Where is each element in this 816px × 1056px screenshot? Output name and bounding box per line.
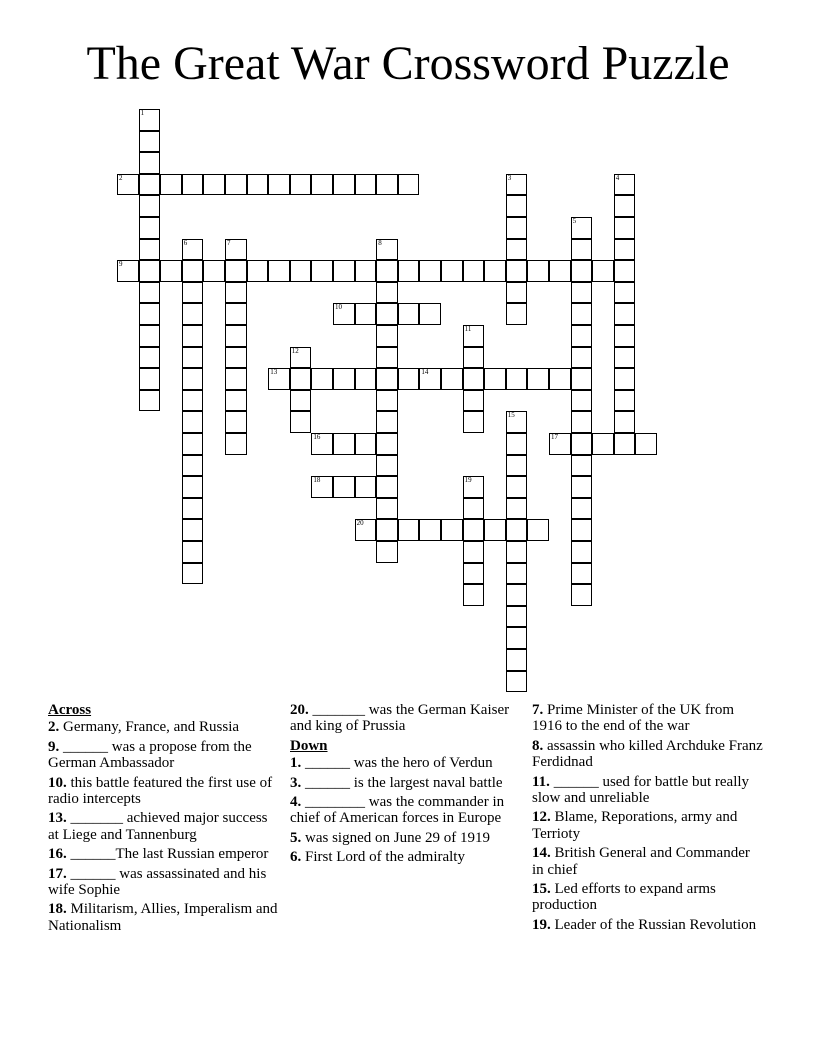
grid-cell[interactable]: [333, 433, 355, 455]
grid-cell[interactable]: [376, 282, 398, 304]
grid-cell[interactable]: [571, 541, 593, 563]
across-heading: Across: [48, 702, 92, 718]
grid-cell[interactable]: [463, 368, 485, 390]
grid-cell[interactable]: [376, 347, 398, 369]
grid-cell[interactable]: [398, 519, 420, 541]
grid-cell[interactable]: [398, 368, 420, 390]
grid-cell[interactable]: [463, 260, 485, 282]
grid-cell[interactable]: [290, 260, 312, 282]
grid-cell[interactable]: [225, 260, 247, 282]
down-clue: [290, 830, 522, 846]
grid-cell[interactable]: [225, 303, 247, 325]
grid-cell[interactable]: [571, 563, 593, 585]
grid-cell[interactable]: [268, 260, 290, 282]
clue-number: 15.: [532, 881, 551, 898]
grid-cell[interactable]: [463, 563, 485, 585]
grid-cell[interactable]: [484, 368, 506, 390]
clue-text: _______ was the German Kaiser and king of Prussia: [290, 702, 510, 735]
grid-cell[interactable]: [311, 368, 333, 390]
grid-cell[interactable]: [139, 347, 161, 369]
grid-cell[interactable]: [571, 411, 593, 433]
grid-cell[interactable]: [182, 563, 204, 585]
grid-cell[interactable]: [571, 260, 593, 282]
grid-cell[interactable]: [614, 411, 636, 433]
grid-cell[interactable]: [376, 325, 398, 347]
grid-cell[interactable]: [355, 368, 377, 390]
across-clue-list: [48, 719, 280, 934]
clue-number: 4.: [290, 794, 302, 811]
grid-cell[interactable]: [484, 260, 506, 282]
clue-number: 2.: [48, 719, 60, 736]
grid-cell[interactable]: [355, 476, 377, 498]
clue-number: 20.: [290, 702, 309, 718]
cell-number: 16: [313, 433, 321, 441]
grid-cell[interactable]: [506, 217, 528, 239]
cell-number: 12: [291, 346, 299, 355]
clue-number: 6.: [290, 849, 302, 866]
grid-cell[interactable]: [376, 476, 398, 498]
grid-cell[interactable]: [506, 260, 528, 282]
grid-cell[interactable]: [463, 325, 485, 347]
across-clue-list-continued: [290, 702, 522, 735]
grid-cell[interactable]: [506, 282, 528, 304]
grid-cell[interactable]: [506, 563, 528, 585]
grid-cell[interactable]: [506, 649, 528, 671]
grid-cell[interactable]: [311, 174, 333, 196]
grid-cell[interactable]: [182, 541, 204, 563]
grid-cell[interactable]: [506, 541, 528, 563]
grid-cell[interactable]: [592, 260, 614, 282]
across-clue: [290, 702, 522, 735]
clue-number: 9.: [48, 738, 60, 755]
grid-cell[interactable]: [139, 325, 161, 347]
cell-number: 13: [270, 368, 278, 377]
grid-cell[interactable]: [290, 411, 312, 433]
grid-cell[interactable]: [268, 174, 290, 196]
down-clue: [532, 917, 764, 933]
clue-text: Militarism, Allies, Imperalism and Nationalism: [48, 901, 278, 934]
grid-cell[interactable]: [376, 390, 398, 412]
grid-cell[interactable]: [614, 368, 636, 390]
grid-cell[interactable]: [203, 174, 225, 196]
grid-cell[interactable]: [139, 390, 161, 412]
grid-cell[interactable]: [571, 325, 593, 347]
down-clue-list-continued: [532, 702, 764, 933]
grid-cell[interactable]: [311, 476, 333, 498]
grid-cell[interactable]: [506, 455, 528, 477]
grid-cell[interactable]: [203, 260, 225, 282]
clue-text: Prime Minister of the UK from 1916 to the end of the war: [532, 702, 735, 735]
grid-cell[interactable]: [506, 519, 528, 541]
clue-number: 12.: [532, 809, 551, 826]
grid-cell[interactable]: [139, 109, 161, 131]
clues-column-3: [532, 702, 764, 936]
grid-cell[interactable]: [139, 368, 161, 390]
grid-cell[interactable]: [571, 217, 593, 239]
grid-cell[interactable]: [614, 217, 636, 239]
grid-cell[interactable]: [571, 498, 593, 520]
grid-cell[interactable]: [419, 303, 441, 325]
grid-cell[interactable]: [614, 260, 636, 282]
grid-cell[interactable]: [290, 347, 312, 369]
grid-cell[interactable]: [463, 541, 485, 563]
grid-cell[interactable]: [506, 498, 528, 520]
grid-cell[interactable]: [571, 455, 593, 477]
grid-cell[interactable]: [355, 260, 377, 282]
cell-number: 20: [356, 519, 364, 528]
clue-number: 8.: [532, 737, 544, 754]
grid-cell[interactable]: [376, 411, 398, 433]
grid-cell[interactable]: [225, 368, 247, 390]
grid-cell[interactable]: [182, 260, 204, 282]
grid-cell[interactable]: [333, 303, 355, 325]
clue-text: First Lord of the admiralty: [301, 849, 465, 866]
grid-cell[interactable]: [182, 174, 204, 196]
grid-cell[interactable]: [182, 498, 204, 520]
clue-text: ______ was assassinated and his wife Sophie: [48, 865, 267, 899]
clue-number: 16.: [48, 846, 67, 863]
grid-cell[interactable]: [571, 476, 593, 498]
grid-cell[interactable]: [376, 541, 398, 563]
cell-number: 4: [615, 173, 620, 182]
grid-cell[interactable]: [376, 433, 398, 455]
grid-cell[interactable]: [614, 282, 636, 304]
grid-cell[interactable]: [635, 433, 657, 455]
grid-cell[interactable]: [549, 368, 571, 390]
grid-cell[interactable]: [225, 239, 247, 261]
grid-cell[interactable]: [506, 174, 528, 196]
across-clue: [48, 775, 280, 808]
grid-cell[interactable]: [247, 174, 269, 196]
clue-text: ______The last Russian emperor: [66, 846, 269, 863]
grid-cell[interactable]: [139, 174, 161, 196]
clue-text: this battle featured the first use of radio intercepts: [48, 774, 273, 808]
down-clue: [532, 738, 764, 771]
grid-cell[interactable]: [571, 303, 593, 325]
grid-cell[interactable]: [571, 433, 593, 455]
cell-number: 7: [227, 238, 231, 247]
grid-cell[interactable]: [355, 303, 377, 325]
grid-cell[interactable]: [506, 476, 528, 498]
grid-cell[interactable]: [441, 260, 463, 282]
cell-number: 9: [119, 260, 123, 269]
grid-cell[interactable]: [160, 260, 182, 282]
cell-number: 5: [572, 217, 577, 225]
down-clue: [290, 794, 522, 827]
clue-number: 1.: [290, 755, 302, 772]
cell-number: 19: [464, 476, 472, 485]
grid-cell[interactable]: [225, 411, 247, 433]
grid-cell[interactable]: [614, 390, 636, 412]
grid-cell[interactable]: [571, 390, 593, 412]
down-clue-list: [290, 755, 522, 865]
cell-number: 1: [140, 109, 145, 117]
grid-cell[interactable]: [333, 368, 355, 390]
grid-cell[interactable]: [139, 239, 161, 261]
grid-cell[interactable]: [463, 390, 485, 412]
grid-cell[interactable]: [398, 174, 420, 196]
across-clue: [48, 719, 280, 735]
grid-cell[interactable]: [182, 476, 204, 498]
clue-number: 14.: [532, 845, 551, 862]
grid-cell[interactable]: [225, 325, 247, 347]
clue-text: Leader of the Russian Revolution: [550, 916, 757, 933]
cell-number: 11: [464, 325, 472, 333]
grid-cell[interactable]: [614, 239, 636, 261]
grid-cell[interactable]: [419, 368, 441, 390]
cell-number: 6: [183, 238, 188, 247]
page-title: The Great War Crossword Puzzle: [86, 37, 730, 90]
grid-cell[interactable]: [571, 239, 593, 261]
grid-cell[interactable]: [463, 498, 485, 520]
clue-text: Blame, Reporations, army and Terrioty: [532, 809, 738, 842]
grid-cell[interactable]: [463, 519, 485, 541]
grid-cell[interactable]: [441, 519, 463, 541]
grid-cell[interactable]: [571, 584, 593, 606]
down-heading: Down: [290, 737, 328, 754]
grid-cell[interactable]: [139, 260, 161, 282]
grid-cell[interactable]: [182, 347, 204, 369]
grid-cell[interactable]: [376, 519, 398, 541]
cell-number: 2: [119, 173, 123, 182]
grid-cell[interactable]: [419, 260, 441, 282]
clues-column-2: [290, 702, 522, 869]
grid-cell[interactable]: [419, 519, 441, 541]
clue-text: British General and Commander in chief: [532, 845, 750, 878]
grid-cell[interactable]: [139, 152, 161, 174]
grid-cell[interactable]: [355, 174, 377, 196]
grid-cell[interactable]: [225, 433, 247, 455]
grid-cell[interactable]: [506, 195, 528, 217]
grid-cell[interactable]: [225, 174, 247, 196]
grid-cell[interactable]: [376, 174, 398, 196]
grid-cell[interactable]: [441, 368, 463, 390]
grid-cell[interactable]: [117, 260, 139, 282]
down-clue: [532, 702, 764, 735]
grid-cell[interactable]: [549, 260, 571, 282]
grid-cell[interactable]: [614, 433, 636, 455]
across-clue: [48, 810, 280, 843]
grid-cell[interactable]: [506, 303, 528, 325]
grid-cell[interactable]: [376, 260, 398, 282]
grid-cell[interactable]: [398, 260, 420, 282]
grid-cell[interactable]: [182, 519, 204, 541]
grid-cell[interactable]: [182, 433, 204, 455]
grid-cell[interactable]: [182, 368, 204, 390]
grid-cell[interactable]: [290, 390, 312, 412]
clue-number: 17.: [48, 865, 67, 882]
clue-text: was signed on June 29 of 1919: [301, 829, 490, 846]
grid-cell[interactable]: [139, 303, 161, 325]
down-clue: [532, 809, 764, 842]
grid-cell[interactable]: [463, 476, 485, 498]
across-clue: [48, 846, 280, 862]
grid-cell[interactable]: [182, 455, 204, 477]
grid-cell[interactable]: [549, 433, 571, 455]
cell-number: 17: [551, 433, 558, 441]
grid-cell[interactable]: [290, 174, 312, 196]
clue-text: Germany, France, and Russia: [59, 719, 240, 736]
grid-cell[interactable]: [571, 519, 593, 541]
grid-cell[interactable]: [506, 411, 528, 433]
grid-cell[interactable]: [139, 282, 161, 304]
clue-text: ______ is the largest naval battle: [301, 774, 503, 791]
clue-number: 3.: [290, 774, 302, 791]
clue-number: 11.: [532, 773, 550, 790]
grid-cell[interactable]: [139, 217, 161, 239]
grid-cell[interactable]: [463, 347, 485, 369]
grid-cell[interactable]: [571, 347, 593, 369]
grid-cell[interactable]: [355, 519, 377, 541]
clue-text: ________ was the commander in chief of American forces in Europe: [290, 794, 505, 827]
grid-cell[interactable]: [182, 239, 204, 261]
clue-number: 10.: [48, 774, 67, 791]
grid-cell[interactable]: [571, 282, 593, 304]
grid-cell[interactable]: [527, 519, 549, 541]
clue-text: Led efforts to expand arms production: [532, 881, 716, 914]
down-clue: [290, 755, 522, 771]
grid-cell[interactable]: [506, 606, 528, 628]
cell-number: 10: [335, 303, 342, 312]
down-clue: [532, 845, 764, 878]
grid-cell[interactable]: [311, 260, 333, 282]
grid-cell[interactable]: [225, 347, 247, 369]
clue-number: 5.: [290, 829, 302, 846]
down-clue: [532, 881, 764, 914]
clue-text: ______ used for battle but really slow and unreliable: [532, 773, 750, 807]
grid-cell[interactable]: [117, 174, 139, 196]
grid-cell[interactable]: [311, 433, 333, 455]
clue-text: _______ achieved major success at Liege and Tannenburg: [48, 810, 268, 843]
cell-number: 15: [507, 411, 515, 420]
grid-cell[interactable]: [506, 627, 528, 649]
cell-number: 8: [378, 238, 382, 247]
across-clue: [48, 866, 280, 899]
grid-cell[interactable]: [614, 303, 636, 325]
grid-cell[interactable]: [225, 282, 247, 304]
grid-cell[interactable]: [506, 433, 528, 455]
grid-cell[interactable]: [160, 174, 182, 196]
grid-cell[interactable]: [333, 476, 355, 498]
down-clue: [290, 849, 522, 865]
grid-cell[interactable]: [592, 433, 614, 455]
grid-cell[interactable]: [268, 368, 290, 390]
grid-cell[interactable]: [139, 131, 161, 153]
clues-column-1: [48, 702, 280, 937]
grid-cell[interactable]: [182, 390, 204, 412]
grid-cell[interactable]: [506, 584, 528, 606]
grid-cell[interactable]: [376, 455, 398, 477]
grid-cell[interactable]: [225, 390, 247, 412]
grid-cell[interactable]: [376, 239, 398, 261]
grid-cell[interactable]: [484, 519, 506, 541]
clue-number: 7.: [532, 702, 544, 718]
grid-cell[interactable]: [376, 303, 398, 325]
clue-text: ______ was a propose from the German Ambassador: [48, 738, 252, 772]
clue-text: assassin who killed Archduke Franz Ferdidnad: [532, 737, 763, 771]
grid-cell[interactable]: [290, 368, 312, 390]
clue-number: 13.: [48, 810, 67, 827]
grid-cell[interactable]: [182, 411, 204, 433]
grid-cell[interactable]: [355, 433, 377, 455]
grid-cell[interactable]: [506, 671, 528, 693]
grid-cell[interactable]: [614, 174, 636, 196]
across-clue: [48, 739, 280, 772]
grid-cell[interactable]: [614, 325, 636, 347]
grid-cell[interactable]: [182, 282, 204, 304]
down-clue: [532, 774, 764, 807]
grid-cell[interactable]: [376, 368, 398, 390]
grid-cell[interactable]: [463, 411, 485, 433]
grid-cell[interactable]: [506, 368, 528, 390]
grid-cell[interactable]: [333, 260, 355, 282]
grid-cell[interactable]: [571, 368, 593, 390]
grid-cell[interactable]: [398, 303, 420, 325]
cell-number: 14: [421, 368, 429, 377]
grid-cell[interactable]: [182, 303, 204, 325]
grid-cell[interactable]: [614, 195, 636, 217]
clue-number: 19.: [532, 916, 551, 933]
clue-number: 18.: [48, 901, 67, 918]
grid-cell[interactable]: [614, 347, 636, 369]
cell-number: 18: [313, 476, 321, 485]
grid-cell[interactable]: [506, 239, 528, 261]
cell-number: 3: [507, 173, 512, 182]
grid-cell[interactable]: [139, 195, 161, 217]
grid-cell[interactable]: [463, 584, 485, 606]
grid-cell[interactable]: [527, 368, 549, 390]
across-clue: [48, 901, 280, 934]
grid-cell[interactable]: [333, 174, 355, 196]
grid-cell[interactable]: [527, 260, 549, 282]
down-clue: [290, 775, 522, 791]
clue-text: ______ was the hero of Verdun: [301, 755, 493, 772]
grid-cell[interactable]: [182, 325, 204, 347]
grid-cell[interactable]: [247, 260, 269, 282]
grid-cell[interactable]: [376, 498, 398, 520]
